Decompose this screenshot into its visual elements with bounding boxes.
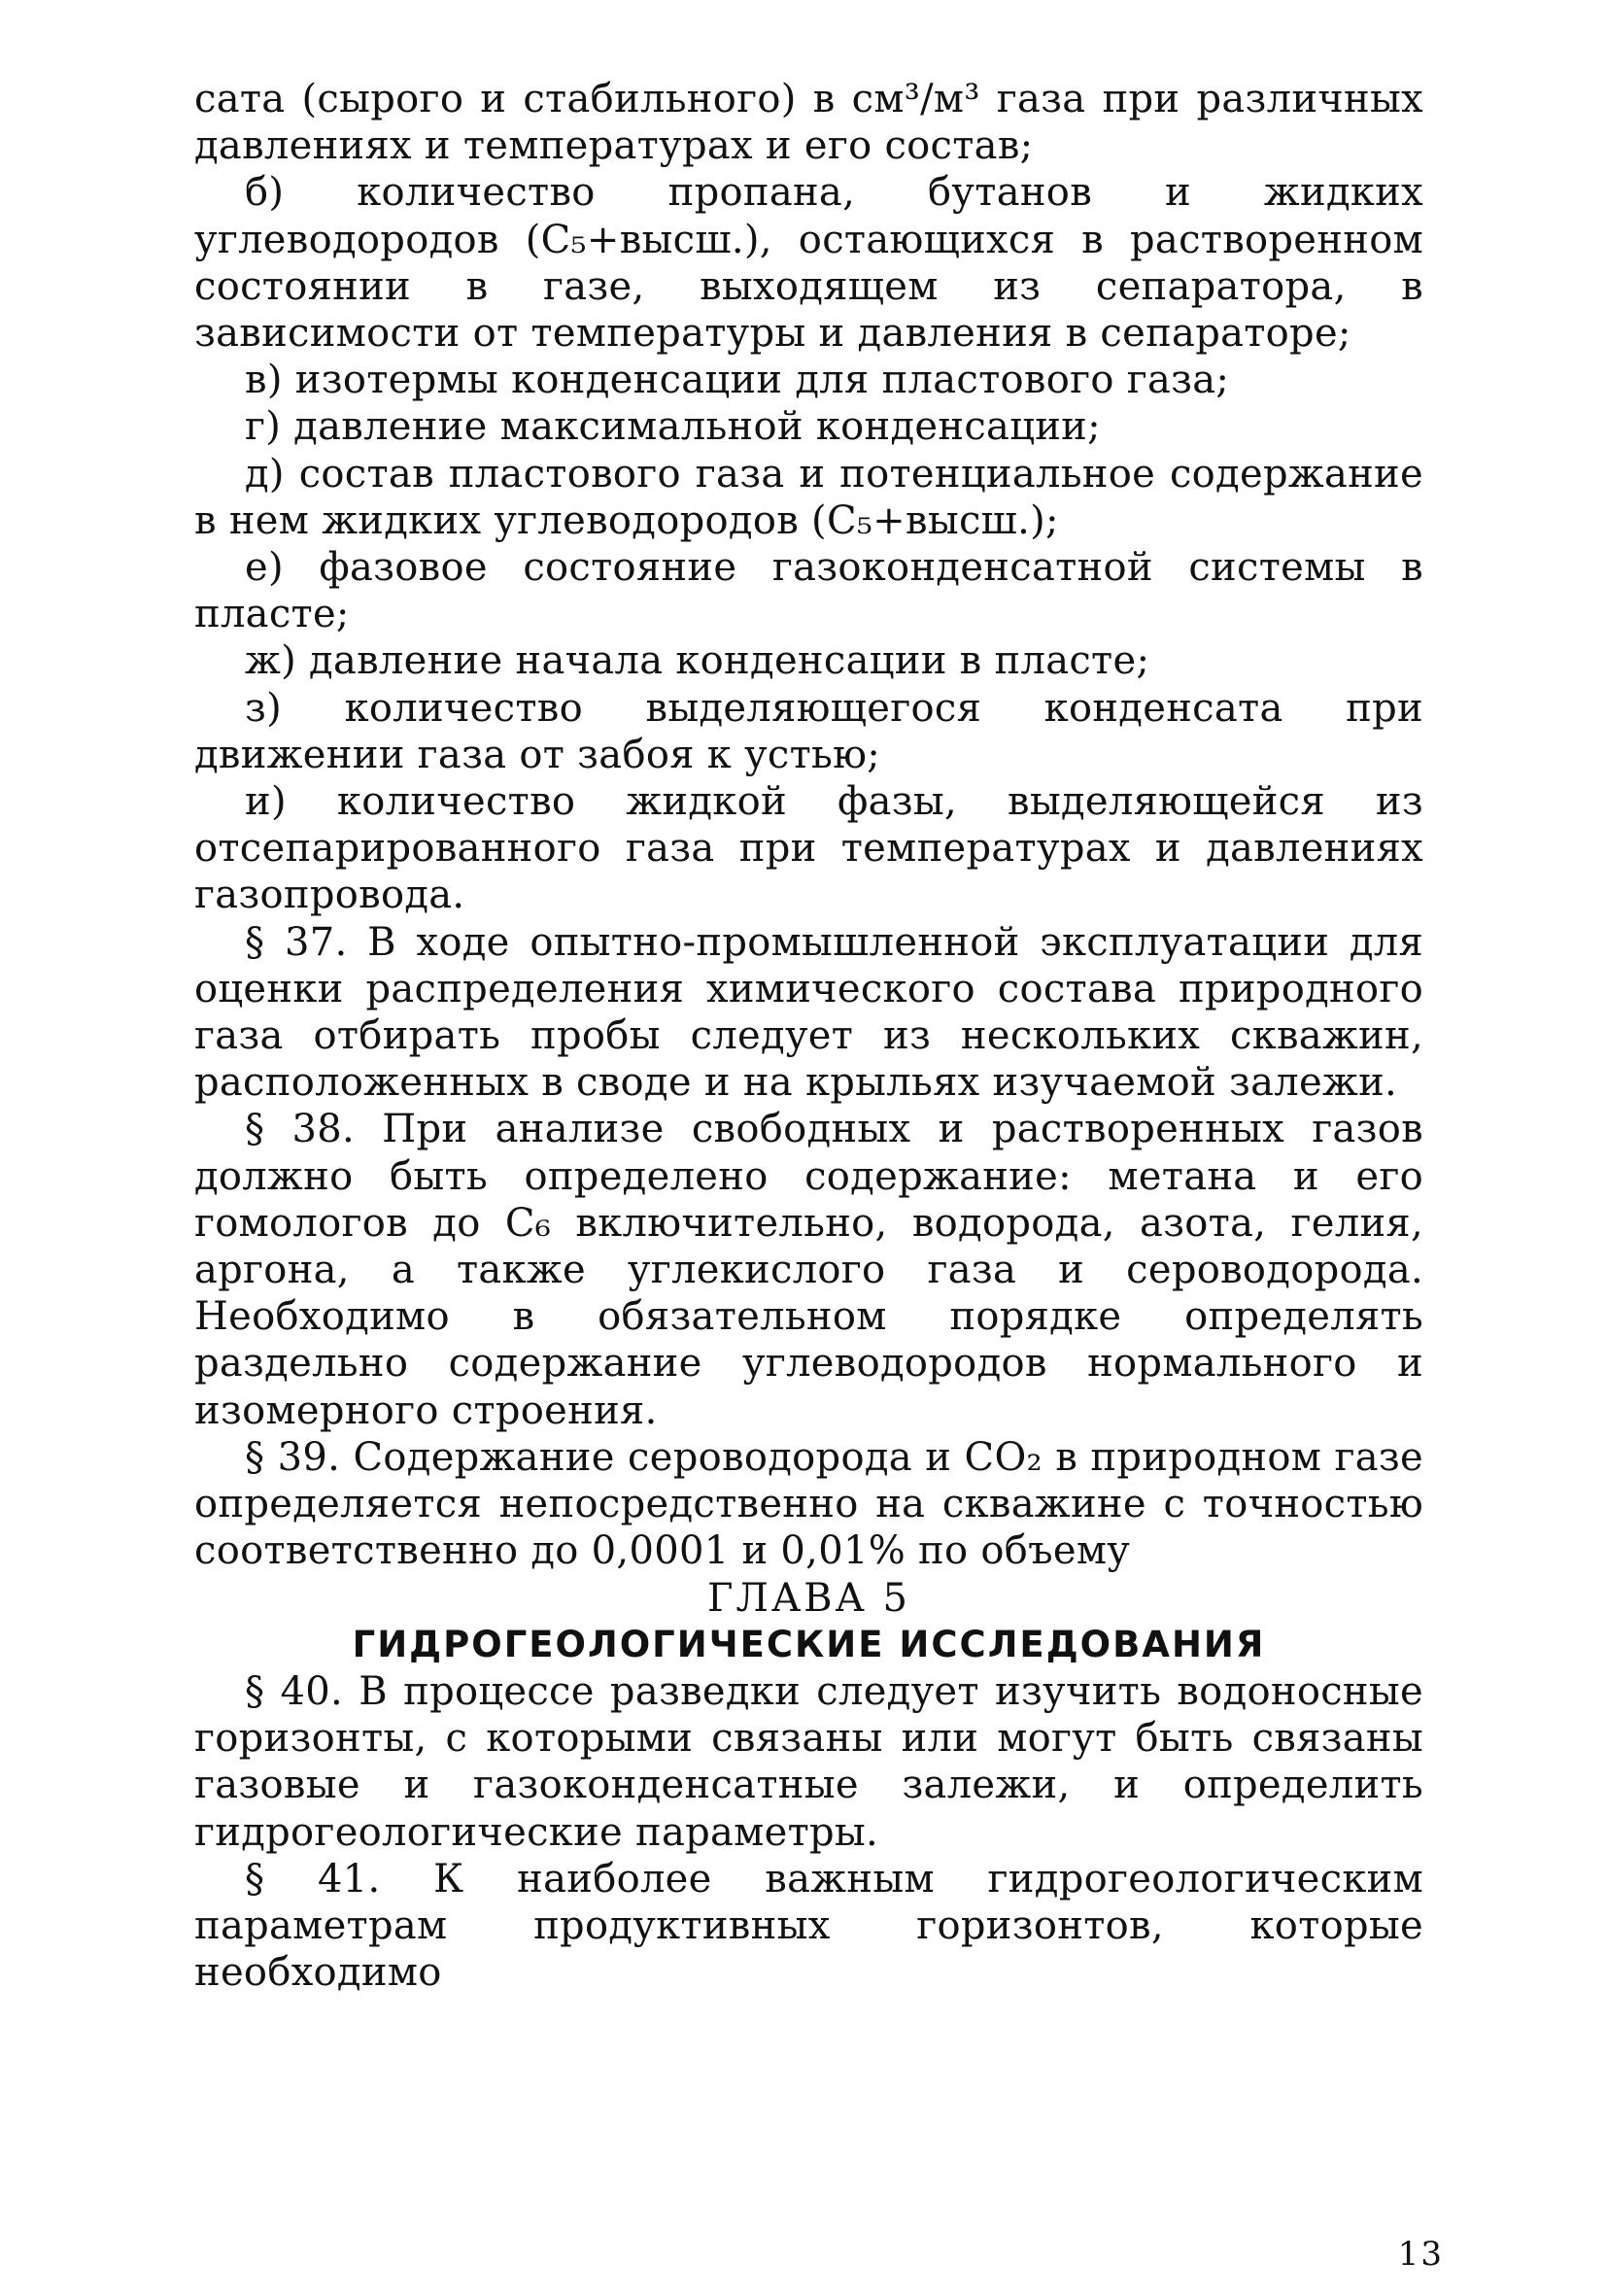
chapter-number: ГЛАВА 5 (706, 1575, 910, 1621)
section-39: § 39. Содержание сероводорода и CO₂ в природном газе определяется непосредственно на скважине с точностью соответственно до 0,0001 и 0,01% по объему (194, 1434, 1423, 1574)
list-item-i: и) количество жидкой фазы, выделяющейся из отсепарированного газа при температурах и давлениях газопровода. (194, 779, 1423, 918)
list-item-d: д) состав пластового газа и потенциальное содержание в нем жидких углеводородов (C₅+высш.); (194, 451, 1423, 543)
section-40: § 40. В процессе разведки следует изучить водоносные горизонты, с которыми связаны или могут быть связаны газовые и газоконденсатные залежи, и определить гидрогеологические параметры. (194, 1668, 1423, 1855)
chapter-title: ГИДРОГЕОЛОГИЧЕСКИЕ ИССЛЕДОВАНИЯ (352, 1623, 1266, 1665)
list-item-b: б) количество пропана, бутанов и жидких углеводородов (C₅+высш.), остающихся в растворенном состоянии в газе, выходящем из сепаратора, в зависимости от температуры и давления в сепараторе; (194, 170, 1423, 357)
section-37: § 37. В ходе опытно-промышленной эксплуатации для оценки распределения химического состава природного газа отбирать пробы следует из нескольких скважин, расположенных в своде и на крыльях изучаемой залежи. (194, 919, 1423, 1106)
page-number: 13 (1397, 2235, 1444, 2274)
list-item-e: е) фазовое состояние газоконденсатной системы в пласте; (194, 545, 1423, 637)
list-item-zh: ж) давление начала конденсации в пласте; (245, 638, 1150, 684)
page-text (194, 76, 1423, 1996)
list-item-v: в) изотермы конденсации для пластового газа; (245, 358, 1230, 403)
section-38: § 38. При анализе свободных и растворенных газов должно быть определено содержание: метана и его гомологов до C₆ включительно, водорода, азота, гелия, аргона, а также углекислого газа и сероводорода. Необходимо в обязательном порядке определять раздельно содержание углеводородов нормального и изомерного строения. (194, 1107, 1423, 1433)
list-item-g: г) давление максимальной конденсации; (245, 404, 1101, 450)
section-41: § 41. К наиболее важным гидрогеологическим параметрам продуктивных горизонтов, которые необходимо (194, 1856, 1423, 1996)
paragraph-continuation: сата (сырого и стабильного) в см³/м³ газа при различных давлениях и температурах и его состав; (194, 77, 1423, 169)
list-item-z: з) количество выделяющегося конденсата при движении газа от забоя к устью; (194, 685, 1423, 777)
